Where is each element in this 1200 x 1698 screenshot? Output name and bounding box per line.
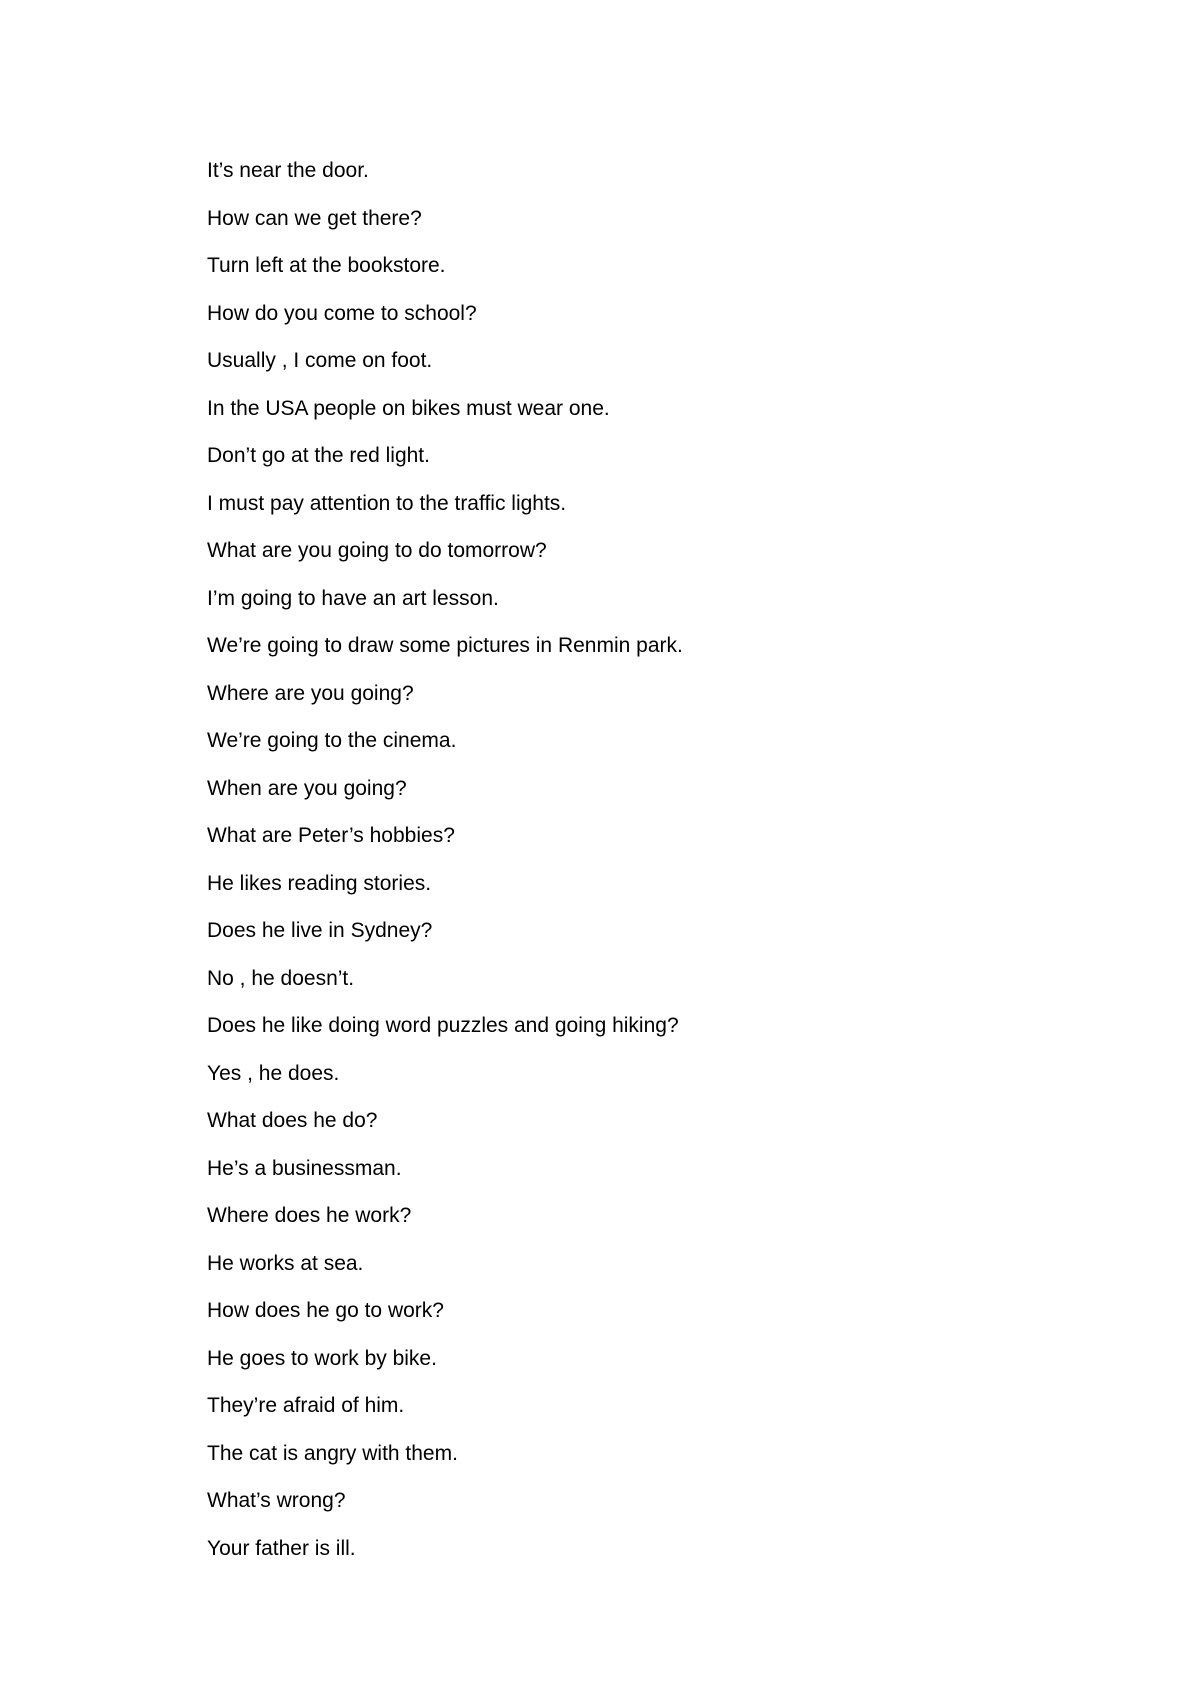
sentence-line: They’re afraid of him. (207, 1394, 405, 1417)
sentence-line: How can we get there? (207, 206, 422, 230)
sentence-line: What does he do? (207, 1109, 378, 1132)
sentence-line: No , he doesn’t. (207, 966, 355, 990)
sentence-line: Turn left at the bookstore. (207, 254, 446, 277)
sentence-line: We’re going to the cinema. (207, 729, 457, 752)
sentence-line: He goes to work by bike. (207, 1346, 437, 1370)
sentence-line: He likes reading stories. (207, 871, 432, 895)
sentence-line: It’s near the door. (207, 159, 369, 182)
sentence-line: He’s a businessman. (207, 1156, 402, 1180)
sentence-line: The cat is angry with them. (207, 1441, 458, 1465)
sentence-line: We’re going to draw some pictures in Renmin park. (207, 634, 683, 657)
sentence-line: When are you going? (207, 776, 407, 800)
sentence-line: How does he go to work? (207, 1299, 444, 1322)
sentence-line: Yes , he does. (207, 1061, 340, 1085)
sentence-line: He works at sea. (207, 1251, 364, 1275)
sentence-line: I’m going to have an art lesson. (207, 586, 499, 610)
sentence-line: Does he live in Sydney? (207, 919, 433, 942)
sentence-line: What’s wrong? (207, 1489, 346, 1512)
sentence-line: Does he like doing word puzzles and going hiking? (207, 1014, 679, 1037)
sentence-line: I must pay attention to the traffic lights. (207, 491, 567, 515)
sentence-line: What are Peter’s hobbies? (207, 824, 455, 847)
sentence-line: Where are you going? (207, 681, 414, 705)
sentence-line: Usually , I come on foot. (207, 349, 433, 372)
sentence-line: How do you come to school? (207, 301, 477, 325)
sentence-line: What are you going to do tomorrow? (207, 539, 547, 562)
sentence-line: Your father is ill. (207, 1536, 356, 1560)
sentence-list (207, 152, 683, 1577)
sentence-line: Where does he work? (207, 1204, 412, 1227)
sentence-line: Don’t go at the red light. (207, 444, 430, 467)
sentence-line: In the USA people on bikes must wear one. (207, 396, 610, 420)
